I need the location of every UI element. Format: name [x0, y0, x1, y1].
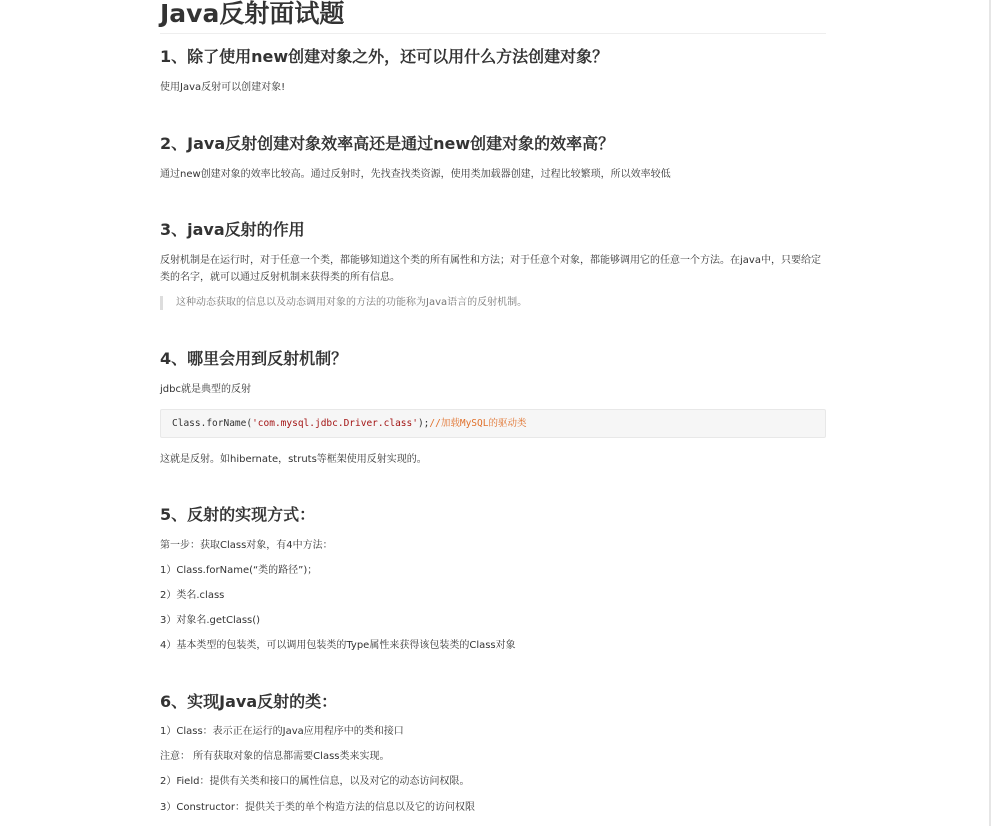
section-1-paragraph: 使用Java反射可以创建对象! — [160, 82, 286, 93]
section-3-blockquote: 这种动态获取的信息以及动态调用对象的方法的功能称为Java语言的反射机制。 — [160, 296, 816, 310]
section-5-paragraph-3: 2）类名.class — [160, 590, 225, 601]
code-call: Class.forName( — [172, 418, 253, 429]
section-2-paragraph: 通过new创建对象的效率比较高。通过反射时，先找查找类资源，使用类加载器创建，过程比较繁琐，所以效率较低 — [160, 169, 671, 180]
code-string: 'com.mysql.jdbc.Driver.class' — [252, 418, 418, 429]
code-suffix: ); — [417, 418, 430, 429]
section-6-paragraph-3: 2）Field：提供有关类和接口的属性信息，以及对它的动态访问权限。 — [160, 776, 470, 787]
section-heading-2: 2、Java反射创建对象效率高还是通过new创建对象的效率高？ — [160, 134, 615, 153]
section-heading-4: 4、哪里会用到反射机制？ — [160, 349, 348, 368]
section-heading-5: 5、反射的实现方式： — [160, 505, 316, 524]
section-5-paragraph-1: 第一步：获取Class对象，有4中方法： — [160, 540, 333, 551]
section-6-paragraph-4: 3）Constructor：提供关于类的单个构造方法的信息以及它的访问权限 — [160, 802, 476, 813]
code-block — [160, 409, 826, 438]
section-6-paragraph-2: 注意： 所有获取对象的信息都需要Class类来实现。 — [160, 751, 390, 762]
section-4-paragraph: jdbc就是典型的反射 — [160, 384, 251, 395]
section-5-paragraph-2: 1）Class.forName(“类的路径”)； — [160, 565, 318, 576]
code-comment: //加载MySQL的驱动类 — [429, 418, 527, 429]
section-5-paragraph-4: 3）对象名.getClass() — [160, 615, 261, 626]
section-heading-1: 1、除了使用new创建对象之外，还可以用什么方法创建对象？ — [160, 47, 609, 66]
section-4-paragraph-2: 这就是反射。如hibernate，struts等框架使用反射实现的。 — [160, 454, 427, 465]
section-3-paragraph: 反射机制是在运行时，对于任意一个类，都能够知道这个类的所有属性和方法；对于任意个对象，都能够调用它的任意一个方法。在java中，只要给定类的名字，就可以通过反射机制来获得类的所有信息。 — [160, 255, 821, 283]
section-heading-6: 6、实现Java反射的类： — [160, 692, 338, 711]
section-heading-3: 3、java反射的作用 — [160, 220, 305, 239]
section-5-paragraph-5: 4）基本类型的包装类，可以调用包装类的Type属性来获得该包装类的Class对象 — [160, 640, 516, 651]
section-6-paragraph-1: 1）Class：表示正在运行的Java应用程序中的类和接口 — [160, 726, 404, 737]
page-title: Java反射面试题 — [160, 0, 826, 34]
